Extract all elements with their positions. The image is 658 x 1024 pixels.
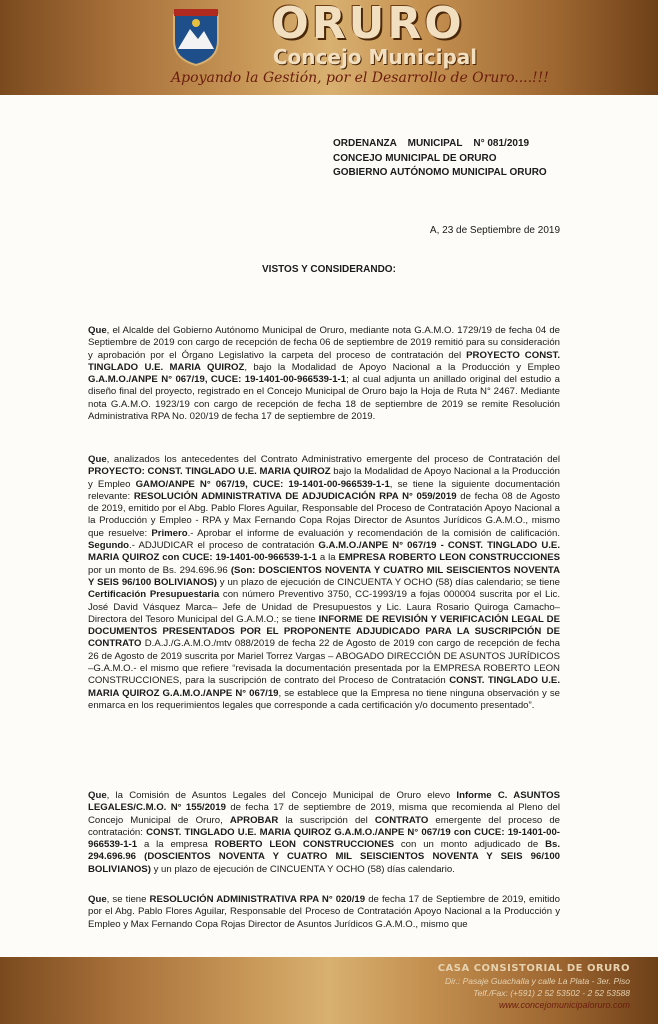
- issuer-government: GOBIERNO AUTÓNOMO MUNICIPAL ORURO: [333, 167, 547, 178]
- letterhead-title: ORURO: [271, 0, 465, 49]
- issuer-council: CONCEJO MUNICIPAL DE ORURO: [333, 152, 497, 164]
- paragraph-2: Que, analizados los antecedentes del Contrato Administrativo emergente del proceso de Contratación del PROYECTO: CONST. TINGLADO U.E. MARIA QUIROZ bajo la Modalidad de Apoyo Nacional a la Producción y Empleo GAMO/ANPE N° 067/19, CUCE: 19-1401-00-966539-1-1, se tiene la siguiente documentación relevante: RESOLUCIÓN ADMINISTRATIVA DE ADJUDICACIÓN RPA N° 059/2019 de fecha 08 de Agosto de 2019, emitido por el Abg. Pablo Flores Aguilar, Responsable del Proceso de Contratación Apoyo Nacional a la Producción y Empleo - RPA y Max Fernando Copa Rojas Director de Asuntos Jurídicos G.A.M.O., mismo que resuelve: Primero.- Aprobar el informe de evaluación y recomendación de la comisión de calificación. Segundo.- ADJUDICAR el proceso de contratación G.A.M.O./ANPE N° 067/19 - CONST. TINGLADO U.E. MARIA QUIROZ con CUCE: 19-1401-00-966539-1-1 a la EMPRESA ROBERTO LEON CONSTRUCCIONES por un monto de Bs. 294.696.96 (Son: DOSCIENTOS NOVENTA Y CUATRO MIL SEISCIENTOS NOVENTA Y SEIS 96/100 BOLIVIANOS) y un plazo de ejecución de CINCUENTA Y OCHO (58) días calendario; se tiene Certificación Presupuestaria con número Preventivo 3750, CC-1993/19 a fojas 000004 suscrita por el Lic. José David Vásquez Marca– Jefe de Unidad de Presupuestos y Lic. Laura Rosario Quiroga Camacho–Directora del Tesoro Municipal del G.A.M.O.; se tiene INFORME DE REVISIÓN Y VERIFICACIÓN LEGAL DE DOCUMENTOS PRESENTADOS POR EL PROPONENTE ADJUDICADO PARA LA SUSCRIPCIÓN DE CONTRATO D.A.J./G.A.M.O./mtv 088/2019 de fecha 22 de Agosto de 2019 con cargo de recepción de fecha 26 de Agosto de 2019 suscrita por Mariel Torrez Vargas – ABOGADO DIRECCIÓN DE ASUNTOS JURÍDICOS –G.A.M.O.- el mismo que refiere “revisada la documentación presentada por la EMPRESA ROBERTO LEON CONSTRUCCIONES, para la suscripción de contrato del Proceso de Contratación CONST. TINGLADO U.E. MARIA QUIROZ G.A.M.O./ANPE N° 067/19, se establece que la Empresa no tiene ninguna observación y se enmarca en los requerimientos legales que corresponde a cada certificación y/o documento presentado”.: [88, 454, 561, 711]
- footer-website: www.concejomunicipaloruro.com: [498, 1000, 630, 1010]
- footer-phone: Telf./Fax: (+591) 2 52 53502 - 2 52 53588: [473, 988, 630, 998]
- paragraph-3: Que, la Comisión de Asuntos Legales del Concejo Municipal de Oruro elevo Informe C. ASUNTOS LEGALES/C.M.O. N° 155/2019 de fecha 17 de septiembre de 2019, misma que recomienda al Pleno del Concejo Municipal de Oruro, APROBAR la suscripción del CONTRATO emergente del proceso de contratación: CONST. TINGLADO U.E. MARIA QUIROZ G.A.M.O./ANPE N° 067/19 con CUCE: 19-1401-00-966539-1-1 a la empresa ROBERTO LEON CONSTRUCCIONES con un monto adjudicado de Bs. 294.696.96 (DOSCIENTOS NOVENTA Y CUATRO MIL SEISCIENTOS NOVENTA Y SEIS 96/100 BOLIVIANOS) y un plazo de ejecución de CINCUENTA Y OCHO (58) días calendario.: [88, 790, 561, 875]
- footer-institution: CASA CONSISTORIAL DE ORURO: [437, 963, 630, 974]
- coat-of-arms-icon: [170, 9, 222, 67]
- footer-address: Dir.: Pasaje Guachalla y calle La Plata - 3er. Piso: [444, 976, 630, 986]
- letterhead-slogan: Apoyando la Gestión, por el Desarrollo de Oruro....!!!: [171, 70, 549, 86]
- letterhead-subtitle: Concejo Municipal: [272, 45, 478, 69]
- ordinance-header: [333, 137, 547, 181]
- document-date: A, 23 de Septiembre de 2019: [429, 225, 560, 236]
- ordinance-number: ORDENANZA MUNICIPAL N° 081/2019: [333, 138, 530, 149]
- paragraph-1: Que, el Alcalde del Gobierno Autónomo Municipal de Oruro, mediante nota G.A.M.O. 1729/19 de fecha 04 de Septiembre de 2019 con cargo de recepción de fecha 06 de septiembre de 2019 remitió para su consideración y aprobación por el Órgano Legislativo la carpeta del proceso de contratación del PROYECTO CONST. TINGLADO U.E. MARIA QUIROZ, bajo la Modalidad de Apoyo Nacional a la Producción y Empleo G.A.M.O./ANPE N° 067/19, CUCE: 19-1401-00-966539-1-1; al cual adjunta un anillado original del estudio a diseño final del proyecto, registrado en el Concejo Municipal de Oruro bajo la Hoja de Ruta N° 2467. Mediante nota G.A.M.O. 1923/19 con cargo de recepción de fecha 18 de septiembre de 2019 se remite Resolución Administrativa RPA No. 020/19 de fecha 17 de septiembre de 2019.: [88, 325, 561, 423]
- paragraph-4: Que, se tiene RESOLUCIÓN ADMINISTRATIVA RPA N° 020/19 de fecha 17 de Septiembre de 2019, emitido por el Abg. Pablo Flores Aguilar, Responsable del Proceso de Contratación Apoyo Nacional a la Producción y Empleo y Max Fernando Copa Rojas Director de Asuntos Jurídicos G.A.M.O., mismo que: [88, 894, 560, 930]
- section-title: VISTOS Y CONSIDERANDO:: [262, 264, 396, 275]
